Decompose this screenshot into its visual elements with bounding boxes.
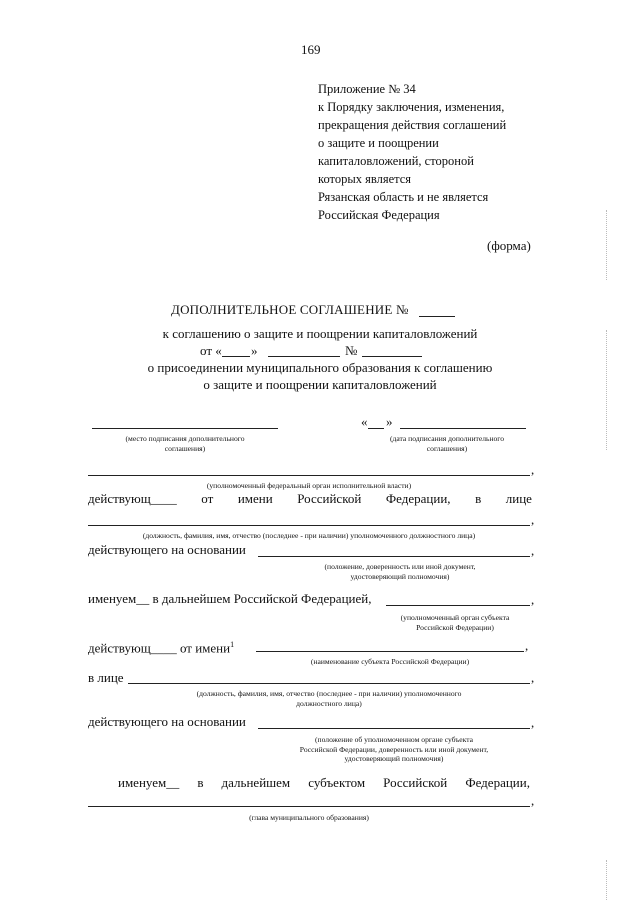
form-label: (форма) xyxy=(487,238,531,253)
basis2-field[interactable] xyxy=(258,728,530,729)
subtitle-line: о защите и поощрении капиталовложений xyxy=(203,377,437,392)
acting-on-behalf-label xyxy=(88,637,234,656)
date-quote-open: « xyxy=(361,414,368,429)
appendix-line: о защите и поощрении xyxy=(318,136,439,150)
caption-line: удостоверяющий полномочия) xyxy=(350,571,450,581)
page-edge-mark xyxy=(606,210,607,280)
official-field[interactable] xyxy=(88,525,530,526)
number-sign: № xyxy=(345,343,358,358)
word: лице xyxy=(505,491,532,506)
named-rf-label: именуем__ в дальнейшем Российской Федерацией, xyxy=(88,591,372,606)
federal-body-caption: (уполномоченный федеральный орган исполнительной власти) xyxy=(206,481,412,490)
word: именуем__ xyxy=(118,775,180,790)
from-prefix: от « xyxy=(200,343,222,358)
comma: , xyxy=(531,592,535,607)
official-caption: (должность, фамилия, имя, отчество (последнее - при наличии) уполномоченного должностного лица) xyxy=(142,531,476,540)
agreement-number-field[interactable] xyxy=(419,316,455,317)
document-title: ДОПОЛНИТЕЛЬНОЕ СОГЛАШЕНИЕ № xyxy=(171,302,409,317)
in-person-label: в лице xyxy=(88,670,124,685)
appendix-line: Рязанская область и не является xyxy=(318,190,489,204)
appendix-line: Приложение № 34 xyxy=(318,82,416,96)
appendix-line: капиталовложений, стороной xyxy=(318,154,474,168)
word: действующ____ xyxy=(88,491,177,506)
place-caption xyxy=(92,434,278,453)
signing-day-field[interactable] xyxy=(368,428,384,429)
date-quote-close: » xyxy=(386,414,393,429)
caption-line: Российской Федерации, доверенность или иной документ, xyxy=(299,744,489,754)
comma: , xyxy=(525,638,529,653)
word: Федерации, xyxy=(385,491,451,506)
comma: , xyxy=(531,462,535,477)
subject-body-field[interactable] xyxy=(386,605,530,606)
word: в xyxy=(197,775,204,790)
federal-body-field[interactable] xyxy=(88,475,530,476)
original-agreement-number-field[interactable] xyxy=(362,356,422,357)
footnote-mark: 1 xyxy=(230,640,235,649)
from-day-field[interactable] xyxy=(222,356,250,357)
subtitle-line: к соглашению о защите и поощрении капиталовложений xyxy=(162,326,478,341)
word: имени xyxy=(237,491,273,506)
caption-line: (положение, доверенность или иной документ, xyxy=(324,562,476,571)
word: от xyxy=(201,491,214,506)
municipal-head-field[interactable] xyxy=(88,806,530,807)
basis-field[interactable] xyxy=(258,556,530,557)
appendix-line: которых является xyxy=(318,172,412,186)
caption-line: соглашения) xyxy=(426,443,468,453)
date-caption xyxy=(366,434,528,453)
subject-body-caption xyxy=(380,613,530,632)
appendix-line: к Порядку заключения, изменения, xyxy=(318,100,505,114)
page-edge-mark xyxy=(606,860,607,900)
subtitle-line: о присоединении муниципального образования к соглашению xyxy=(147,360,493,375)
comma: , xyxy=(531,793,535,808)
caption-line: удостоверяющий полномочия) xyxy=(344,754,444,763)
appendix-block xyxy=(318,80,506,224)
acting-on-behalf-text: действующ____ от имени xyxy=(88,640,231,656)
basis-caption xyxy=(280,562,520,581)
named-subject-line xyxy=(118,775,530,791)
acting-line xyxy=(88,491,532,507)
caption-line: соглашения) xyxy=(164,443,206,453)
appendix-line: прекращения действия соглашений xyxy=(318,118,507,132)
word: Российской xyxy=(383,775,448,790)
caption-line: (положение об уполномоченном органе субъекта xyxy=(314,735,474,744)
subject-name-field[interactable] xyxy=(256,651,524,652)
subject-name-caption: (наименование субъекта Российской Федерации) xyxy=(310,657,470,666)
head-caption: (глава муниципального образования) xyxy=(249,813,369,822)
comma: , xyxy=(531,670,535,685)
subject-official-caption xyxy=(128,689,530,708)
caption-line: (уполномоченный орган субъекта xyxy=(400,613,510,622)
appendix-line: Российская Федерация xyxy=(318,208,440,222)
caption-line: (должность, фамилия, имя, отчество (последнее - при наличии) уполномоченного xyxy=(196,689,462,698)
comma: , xyxy=(531,715,535,730)
word: в xyxy=(475,491,482,506)
caption-line: Российской Федерации) xyxy=(416,622,494,632)
word: Федерации, xyxy=(465,775,530,790)
caption-line: (место подписания дополнительного xyxy=(125,434,245,443)
caption-line: должностного лица) xyxy=(296,698,362,708)
word: субъектом xyxy=(308,775,366,790)
comma: , xyxy=(531,543,535,558)
page-number: 169 xyxy=(301,42,321,57)
word: Российской xyxy=(297,491,362,506)
comma: , xyxy=(531,512,535,527)
basis2-caption xyxy=(258,735,530,764)
signing-date-field[interactable] xyxy=(400,428,526,429)
acting-basis-label: действующего на основании xyxy=(88,542,246,557)
from-month-year-field[interactable] xyxy=(268,356,340,357)
signing-place-field[interactable] xyxy=(92,428,278,429)
subject-official-field[interactable] xyxy=(128,683,530,684)
acting-basis2-label: действующего на основании xyxy=(88,714,246,729)
caption-line: (дата подписания дополнительного xyxy=(389,434,505,443)
from-quote-close: » xyxy=(251,343,258,358)
word: дальнейшем xyxy=(221,775,291,790)
